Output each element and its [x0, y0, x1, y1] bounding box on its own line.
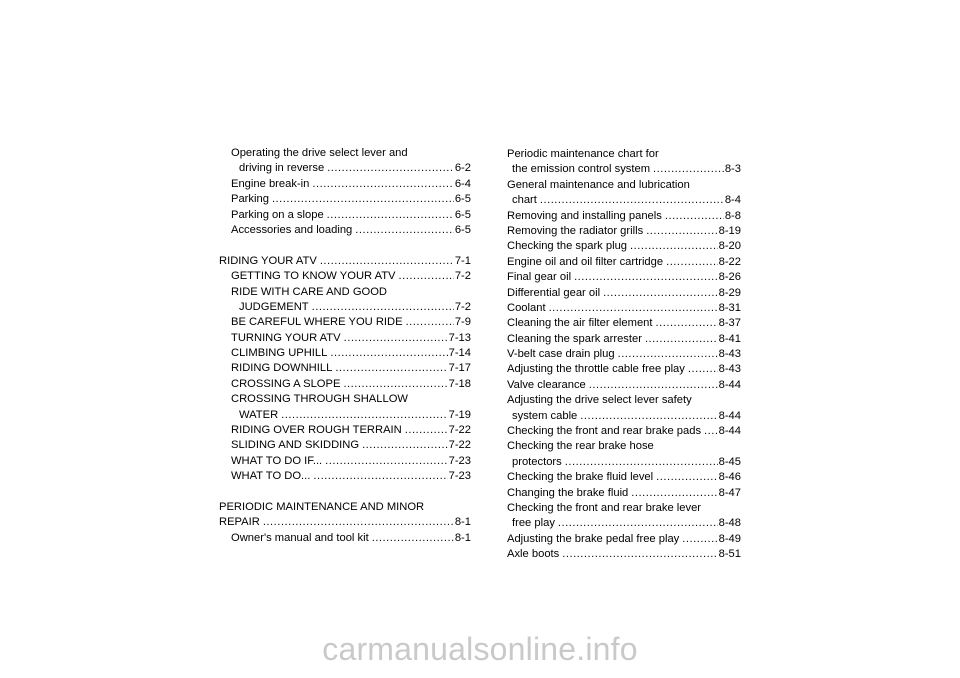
toc-entry-title: SLIDING AND SKIDDING [231, 439, 360, 452]
toc-entry [219, 331, 471, 346]
toc-entry-title: Removing and installing panels [507, 209, 662, 222]
toc-entry-page: 8-49 [718, 532, 741, 545]
toc-entry-page: 8-41 [718, 332, 741, 345]
toc-entry-title: RIDE WITH CARE AND GOOD [231, 285, 388, 298]
toc-entry [219, 146, 471, 161]
dot-leader [688, 362, 718, 377]
toc-entry-title: RIDING YOUR ATV [219, 254, 317, 267]
toc-entry [219, 346, 471, 361]
toc-entry-page: 6-5 [454, 223, 471, 236]
dot-leader [406, 315, 454, 330]
toc-entry [219, 408, 471, 423]
toc-entry [507, 409, 741, 424]
dot-leader [666, 255, 718, 270]
dot-leader [325, 454, 447, 469]
dot-leader [562, 547, 717, 562]
toc-entry [219, 531, 471, 546]
dot-leader [372, 531, 454, 546]
toc-entry-page: 8-45 [718, 455, 741, 468]
toc-entry-title: free play [512, 517, 555, 530]
toc-entry-title: Engine oil and oil filter cartridge [507, 255, 664, 268]
dot-leader [704, 424, 718, 439]
watermark-text: carmanualsonline.info [322, 631, 638, 667]
toc-entry-title: RIDING OVER ROUGH TERRAIN [231, 424, 402, 437]
toc-entry-title: Parking [231, 193, 269, 206]
toc-entry-title: Axle boots [507, 548, 560, 561]
toc-entry-page: 8-31 [718, 301, 741, 314]
toc-entry-page: 8-37 [718, 317, 741, 330]
toc-entry-title: WATER [239, 408, 279, 421]
toc-entry-page: 8-44 [718, 378, 741, 391]
toc-entry-title: the emission control system [512, 163, 651, 176]
dot-leader [312, 300, 454, 315]
toc-spacer [219, 238, 471, 253]
dot-leader [631, 486, 717, 501]
toc-entry-title: Valve clearance [507, 378, 586, 391]
toc-entry-title: V-belt case drain plug [507, 348, 615, 361]
toc-entry [507, 547, 741, 562]
dot-leader [405, 423, 448, 438]
dot-leader [320, 254, 454, 269]
toc-entry-page: 7-23 [448, 454, 471, 467]
toc-entry-title: GETTING TO KNOW YOUR ATV [231, 270, 396, 283]
toc-entry-title: Coolant [507, 301, 546, 314]
toc-entry [219, 315, 471, 330]
toc-entry-page: 8-46 [718, 471, 741, 484]
toc-entry-title: protectors [512, 455, 562, 468]
toc-entry [219, 177, 471, 192]
toc-entry-title: WHAT TO DO IF... [231, 454, 323, 467]
toc-entry-page: 8-47 [718, 486, 741, 499]
toc-entry [507, 362, 741, 377]
toc-entry-title: Adjusting the throttle cable free play [507, 363, 685, 376]
toc-entry-page: 8-4 [724, 194, 741, 207]
dot-leader [263, 515, 454, 530]
toc-entry-title: General maintenance and lubrication [507, 178, 690, 191]
toc-entry [507, 270, 741, 285]
toc-entry-title: Changing the brake fluid [507, 486, 629, 499]
toc-entry [219, 377, 471, 392]
dot-leader [330, 346, 447, 361]
toc-entry-page: 7-18 [448, 377, 471, 390]
toc-entry [219, 454, 471, 469]
toc-entry-title: CROSSING A SLOPE [231, 377, 341, 390]
toc-entry-title: PERIODIC MAINTENANCE AND MINOR [219, 500, 425, 513]
toc-entry-title: chart [512, 194, 537, 207]
toc-entry-page: 8-26 [718, 271, 741, 284]
toc-entry-title: Checking the front and rear brake pads [507, 425, 702, 438]
dot-leader [540, 193, 724, 208]
toc-entry [507, 239, 741, 254]
toc-entry-page: 8-51 [718, 548, 741, 561]
toc-entry-page: 7-2 [454, 270, 471, 283]
toc-entry-page: 7-13 [448, 331, 471, 344]
toc-entry [219, 438, 471, 453]
toc-entry-page: 8-44 [718, 409, 741, 422]
dot-leader [574, 270, 718, 285]
toc-entry [219, 208, 471, 223]
toc-entry [507, 286, 741, 301]
toc-entry-title: Checking the brake fluid level [507, 471, 654, 484]
toc-entry-title: Engine break-in [231, 177, 310, 190]
toc-entry-title: Cleaning the spark arrester [507, 332, 642, 345]
dot-leader [362, 438, 448, 453]
toc-entry [507, 224, 741, 239]
toc-entry [219, 285, 471, 300]
dot-leader [312, 177, 453, 192]
toc-entry [219, 300, 471, 315]
toc-entry-page: 7-22 [448, 439, 471, 452]
toc-entry-page: 7-22 [448, 424, 471, 437]
toc-entry [219, 515, 471, 530]
toc-entry [507, 393, 741, 408]
toc-entry-title: Cleaning the air filter element [507, 317, 653, 330]
toc-entry [507, 255, 741, 270]
toc-entry [507, 178, 741, 193]
toc-entry [219, 192, 471, 207]
toc-entry [507, 209, 741, 224]
dot-leader [618, 347, 718, 362]
toc-entry-page: 7-23 [448, 470, 471, 483]
toc-entry-page: 6-5 [454, 193, 471, 206]
toc-entry [507, 470, 741, 485]
dot-leader [565, 455, 718, 470]
toc-entry-title: JUDGEMENT [239, 300, 309, 313]
dot-leader [580, 409, 717, 424]
toc-entry-page: 8-44 [718, 425, 741, 438]
dot-leader [399, 269, 454, 284]
dot-leader [653, 162, 724, 177]
toc-entry-page: 8-19 [718, 224, 741, 237]
dot-leader [646, 224, 717, 239]
toc-entry-title: Periodic maintenance chart for [507, 148, 659, 160]
toc-entry [507, 439, 741, 454]
toc-spacer [219, 485, 471, 500]
toc-entry [219, 500, 471, 515]
toc-entry-page: 8-1 [454, 531, 471, 544]
toc-entry [507, 162, 741, 177]
toc-entry [219, 469, 471, 484]
toc-entry-title: CLIMBING UPHILL [231, 347, 328, 360]
dot-leader [344, 331, 448, 346]
toc-entry-page: 6-5 [454, 208, 471, 221]
toc-entry-title: Checking the rear brake hose [507, 440, 654, 453]
dot-leader [313, 469, 447, 484]
toc-left-column [219, 146, 471, 546]
toc-entry-title: driving in reverse [239, 162, 325, 175]
dot-leader [645, 332, 718, 347]
toc-entry [507, 332, 741, 347]
toc-entry-title: Removing the radiator grills [507, 224, 644, 237]
dot-leader [327, 161, 454, 176]
toc-entry [507, 301, 741, 316]
toc-entry-page: 7-2 [454, 300, 471, 313]
toc-entry-page: 6-2 [454, 162, 471, 175]
toc-entry [507, 316, 741, 331]
toc-entry [507, 378, 741, 393]
toc-entry-title: Accessories and loading [231, 223, 353, 236]
toc-entry-page: 8-20 [718, 240, 741, 253]
toc-entry [507, 424, 741, 439]
toc-entry-page: 7-9 [454, 316, 471, 329]
toc-entry [507, 532, 741, 547]
toc-entry-page: 8-22 [718, 255, 741, 268]
toc-entry [219, 223, 471, 238]
toc-entry-title: system cable [512, 409, 578, 422]
dot-leader [335, 361, 447, 376]
toc-entry-title: Differential gear oil [507, 286, 601, 299]
toc-entry-title: Final gear oil [507, 271, 572, 284]
dot-leader [558, 516, 718, 531]
toc-entry [219, 361, 471, 376]
toc-entry-page: 8-8 [724, 209, 741, 222]
dot-leader [549, 301, 718, 316]
toc-entry-page: 7-1 [454, 254, 471, 267]
toc-entry [219, 392, 471, 407]
toc-entry [507, 347, 741, 362]
dot-leader [281, 408, 447, 423]
dot-leader [327, 208, 454, 223]
dot-leader [603, 286, 718, 301]
toc-entry-page: 8-29 [718, 286, 741, 299]
toc-entry [507, 455, 741, 470]
toc-entry [219, 269, 471, 284]
toc-entry-title: REPAIR [219, 516, 260, 529]
toc-entry-title: Owner's manual and tool kit [231, 531, 369, 544]
toc-entry-page: 6-4 [454, 177, 471, 190]
toc-right-column [507, 147, 741, 563]
toc-entry [507, 193, 741, 208]
toc-entry-title: TURNING YOUR ATV [231, 331, 341, 344]
toc-entry-title: RIDING DOWNHILL [231, 362, 333, 375]
toc-entry-page: 8-3 [724, 163, 741, 176]
toc-entry-title: WHAT TO DO... [231, 470, 311, 483]
toc-entry-title: Checking the front and rear brake lever [507, 501, 702, 514]
toc-entry-page: 8-43 [718, 363, 741, 376]
toc-entry-page: 8-43 [718, 348, 741, 361]
dot-leader [656, 470, 717, 485]
toc-entry-title: Operating the drive select lever and [231, 147, 408, 159]
toc-entry-title: Adjusting the drive select lever safety [507, 394, 692, 407]
toc-entry [507, 516, 741, 531]
toc-entry-title: Checking the spark plug [507, 240, 628, 253]
toc-entry [507, 486, 741, 501]
toc-entry [219, 254, 471, 269]
dot-leader [272, 192, 454, 207]
toc-entry [219, 161, 471, 176]
toc-entry-title: BE CAREFUL WHERE YOU RIDE [231, 316, 403, 329]
toc-entry-title: CROSSING THROUGH SHALLOW [231, 393, 408, 406]
toc-entry-page: 8-1 [454, 516, 471, 529]
toc-entry-page: 7-14 [448, 347, 471, 360]
toc-entry-title: Parking on a slope [231, 208, 324, 221]
toc-entry [507, 501, 741, 516]
dot-leader [589, 378, 718, 393]
dot-leader [355, 223, 454, 238]
toc-entry [219, 423, 471, 438]
toc-entry-page: 7-17 [448, 362, 471, 375]
dot-leader [656, 316, 718, 331]
dot-leader [682, 532, 717, 547]
dot-leader [630, 239, 718, 254]
dot-leader [343, 377, 447, 392]
toc-entry-page: 8-48 [718, 517, 741, 530]
dot-leader [665, 209, 724, 224]
toc-entry-title: Adjusting the brake pedal free play [507, 532, 680, 545]
toc-entry-page: 7-19 [448, 408, 471, 421]
toc-entry [507, 147, 741, 162]
